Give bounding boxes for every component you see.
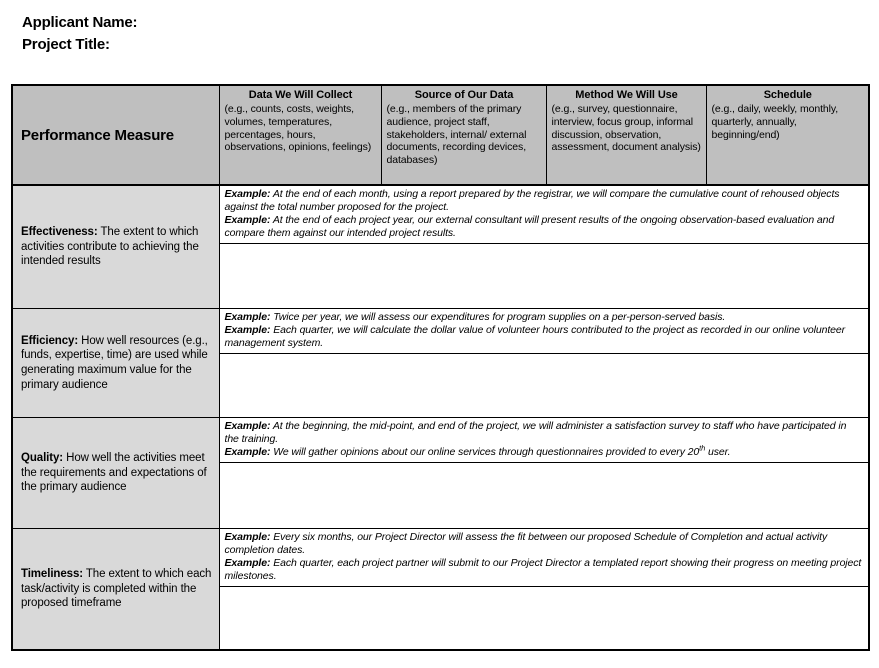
measure-term: Effectiveness: xyxy=(21,226,98,239)
measure-term: Timeliness: xyxy=(21,568,83,581)
example-text: Each quarter, we will calculate the dollar value of volunteer hours contributed to the project as recorded in our online volunteer management system. xyxy=(224,324,846,349)
example-text: At the end of each month, using a report prepared by the registrar, we will compare the cumulative count of rehoused objects against the total number proposed for the project. xyxy=(224,188,840,213)
example-line xyxy=(225,324,864,350)
column-title: Source of Our Data xyxy=(414,89,514,101)
measure-description: How well resources (e.g., funds, expertise, time) are used while generating maximum value for the primary audience xyxy=(21,334,208,391)
example-label: Example: xyxy=(224,557,271,569)
measure-description: The extent to which activities contribute to achieving the intended results xyxy=(21,226,199,268)
entry-cell-efficiency[interactable] xyxy=(219,354,869,418)
example-text: At the beginning, the mid-point, and end of the project, we will administer a satisfaction survey to staff who have participated in the training. xyxy=(224,420,847,445)
applicant-name-label: Applicant Name: xyxy=(22,14,138,31)
table-header-row xyxy=(12,85,869,185)
table-row-timeliness-examples xyxy=(12,529,869,587)
examples-cell-timeliness xyxy=(219,529,869,587)
column-header-schedule xyxy=(706,85,869,185)
measure-description: How well the activities meet the requirements and expectations of the primary audience xyxy=(21,452,207,494)
project-title-label: Project Title: xyxy=(22,36,110,53)
measure-term: Efficiency: xyxy=(21,334,79,347)
example-text: Every six months, our Project Director will assess the fit between our proposed Schedule of Completion and actual activity completion dates. xyxy=(224,531,828,556)
example-label: Example: xyxy=(224,311,271,323)
examples-cell-effectiveness xyxy=(219,185,869,244)
column-title: Method We Will Use xyxy=(575,89,678,101)
example-label: Example: xyxy=(224,531,271,543)
column-header-data xyxy=(219,85,381,185)
example-line xyxy=(224,443,864,459)
example-text: Each quarter, each project partner will submit to our Project Director a templated report showing their progress on meeting project milestones. xyxy=(224,557,862,582)
measure-cell-effectiveness xyxy=(12,185,219,309)
example-label: Example: xyxy=(224,214,271,226)
table-row-effectiveness-examples xyxy=(12,185,869,244)
document-header xyxy=(22,12,879,56)
column-hint: (e.g., daily, weekly, monthly, quarterly, annually, beginning/end) xyxy=(711,103,839,141)
example-line xyxy=(225,557,864,583)
example-text: Twice per year, we will assess our expenditures for program supplies on a per-person-served basis. xyxy=(273,311,726,323)
performance-measure-table xyxy=(11,84,870,651)
example-label: Example: xyxy=(224,420,271,432)
examples-cell-efficiency xyxy=(219,309,869,354)
examples-cell-quality xyxy=(219,418,869,463)
example-superscript: th xyxy=(699,443,706,453)
example-line xyxy=(225,311,864,324)
example-line xyxy=(225,188,864,214)
example-text: We will gather opinions about our online services through questionnaires provided to every 20 xyxy=(273,446,700,458)
performance-measure-header: Performance Measure xyxy=(12,85,219,185)
example-text-tail: user. xyxy=(705,446,731,458)
example-text: At the end of each project year, our external consultant will present results of the ongoing observation-based evaluation and compare them against our intended project results. xyxy=(224,214,835,239)
column-header-method xyxy=(546,85,706,185)
measure-description: The extent to which each task/activity is completed within the proposed timeframe xyxy=(21,568,212,610)
measure-cell-timeliness xyxy=(12,529,219,651)
measure-cell-efficiency xyxy=(12,309,219,418)
column-hint: (e.g., survey, questionnaire, interview, focus group, informal discussion, observation, assessment, document analysis) xyxy=(551,103,701,154)
table-row-quality-examples xyxy=(12,418,869,463)
example-label: Example: xyxy=(224,446,271,458)
column-hint: (e.g., counts, costs, weights, volumes, temperatures, percentages, hours, observations, opinions, feelings) xyxy=(224,103,372,154)
example-line xyxy=(225,214,864,240)
example-line xyxy=(225,420,864,446)
column-header-source xyxy=(381,85,546,185)
entry-cell-quality[interactable] xyxy=(219,463,869,529)
entry-cell-effectiveness[interactable] xyxy=(219,244,869,309)
measure-cell-quality xyxy=(12,418,219,529)
table-row-efficiency-examples xyxy=(12,309,869,354)
measure-term: Quality: xyxy=(21,452,64,465)
column-title: Schedule xyxy=(763,89,812,101)
example-label: Example: xyxy=(224,188,271,200)
example-label: Example: xyxy=(224,324,271,336)
entry-cell-timeliness[interactable] xyxy=(219,587,869,651)
column-title: Data We Will Collect xyxy=(248,89,353,101)
column-hint: (e.g., members of the primary audience, project staff, stakeholders, internal/ external documents, recording devices, databases) xyxy=(386,103,527,167)
example-line xyxy=(225,531,864,557)
